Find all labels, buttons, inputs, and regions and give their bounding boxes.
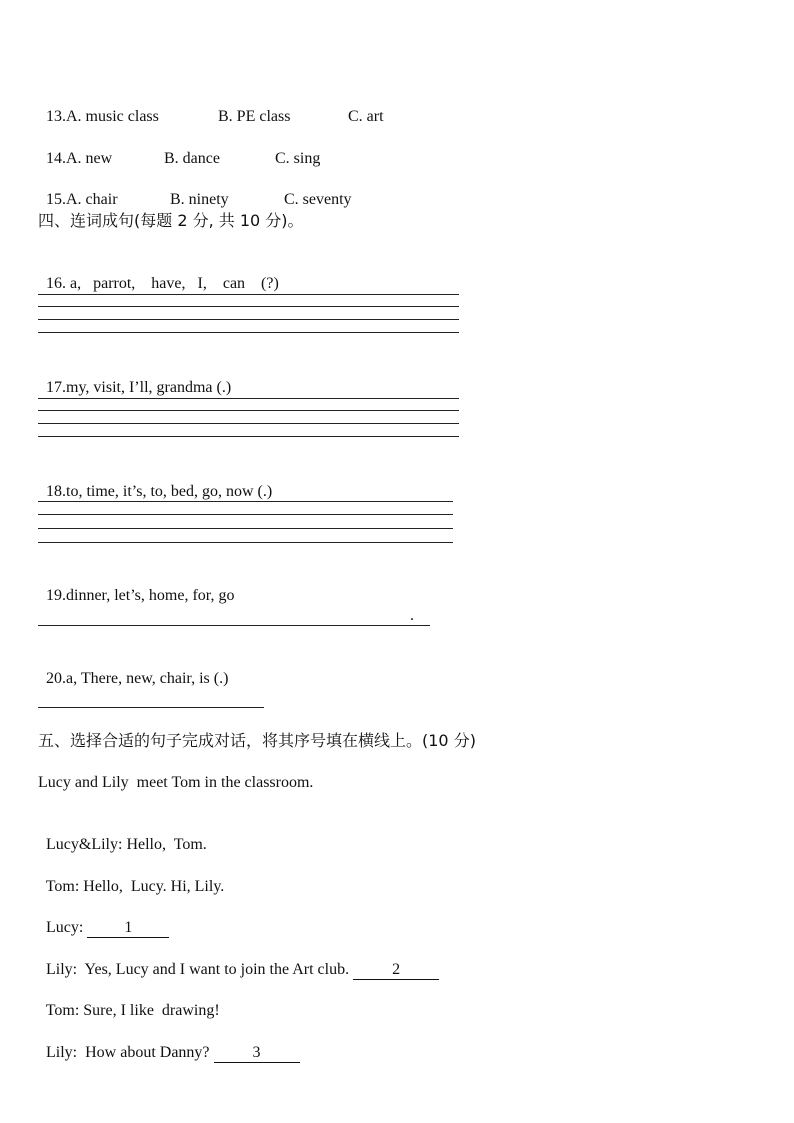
option-b: B. ninety xyxy=(170,191,229,208)
answer-line xyxy=(38,625,430,626)
question-number: 15. xyxy=(46,191,66,208)
option-c: C. art xyxy=(348,108,384,125)
question-number: 18. xyxy=(46,483,66,500)
option-a: A. chair xyxy=(66,191,118,208)
writing-line xyxy=(38,528,453,529)
writing-line xyxy=(38,501,453,502)
section-4-heading: 四、连词成句(每题 2 分, 共 10 分)。 xyxy=(38,211,304,230)
writing-line xyxy=(38,410,459,411)
dialogue-line xyxy=(38,981,220,1021)
question-number: 16. xyxy=(46,275,66,292)
question-16 xyxy=(38,254,279,294)
speaker: Lily: xyxy=(46,1044,78,1061)
question-15 xyxy=(38,170,352,210)
speaker: Lucy: xyxy=(46,919,84,936)
answer-blank-2[interactable]: 2 xyxy=(353,961,439,980)
option-c: C. seventy xyxy=(284,191,352,208)
writing-line xyxy=(38,514,453,515)
utterance: How about Danny? xyxy=(77,1044,214,1061)
question-number: 14. xyxy=(46,150,66,167)
dialogue-intro: Lucy and Lily meet Tom in the classroom. xyxy=(38,774,314,791)
answer-blank-1[interactable]: 1 xyxy=(87,919,169,938)
utterance: Hello, Lucy. Hi, Lily. xyxy=(79,878,225,895)
question-20 xyxy=(38,649,228,689)
writing-line xyxy=(38,398,459,399)
option-c: C. sing xyxy=(275,150,321,167)
writing-line xyxy=(38,436,459,437)
question-19 xyxy=(38,566,234,606)
question-18 xyxy=(38,462,272,502)
question-words: dinner, let’s, home, for, go xyxy=(66,587,235,604)
answer-end-mark: . xyxy=(410,607,414,624)
section-5-heading: 五、选择合适的句子完成对话，将其序号填在横线上。(10 分) xyxy=(38,731,476,750)
utterance: Hello, Tom. xyxy=(122,836,207,853)
answer-line xyxy=(38,707,264,708)
dialogue-line xyxy=(38,940,439,980)
writing-line xyxy=(38,542,453,543)
writing-line xyxy=(38,319,459,320)
writing-line xyxy=(38,332,459,333)
speaker: Lily: xyxy=(46,961,78,978)
writing-line xyxy=(38,306,459,307)
option-a: A. music class xyxy=(66,108,159,125)
option-b: B. PE class xyxy=(218,108,291,125)
question-words: to, time, it’s, to, bed, go, now (.) xyxy=(66,483,273,500)
question-number: 20. xyxy=(46,670,66,687)
question-number: 19. xyxy=(46,587,66,604)
question-words: a, parrot, have, I, can (?) xyxy=(66,275,279,292)
dialogue-line xyxy=(38,815,207,855)
answer-blank-3[interactable]: 3 xyxy=(214,1044,300,1063)
dialogue-line xyxy=(38,1023,300,1063)
question-number: 13. xyxy=(46,108,66,125)
speaker: Lucy&Lily: xyxy=(46,836,123,853)
utterance: Sure, I like drawing! xyxy=(79,1002,220,1019)
question-13 xyxy=(38,87,384,127)
speaker: Tom: xyxy=(45,878,80,895)
writing-line xyxy=(38,423,459,424)
writing-line xyxy=(38,294,459,295)
option-b: B. dance xyxy=(164,150,220,167)
question-words: my, visit, I’ll, grandma (.) xyxy=(66,379,232,396)
speaker: Tom: xyxy=(45,1002,80,1019)
dialogue-line xyxy=(38,898,169,938)
dialogue-line xyxy=(38,857,224,897)
question-number: 17. xyxy=(46,379,66,396)
question-words: a, There, new, chair, is (.) xyxy=(66,670,229,687)
option-a: A. new xyxy=(66,150,113,167)
utterance: Yes, Lucy and I want to join the Art club. xyxy=(77,961,354,978)
question-17 xyxy=(38,358,231,398)
question-14 xyxy=(38,129,320,169)
